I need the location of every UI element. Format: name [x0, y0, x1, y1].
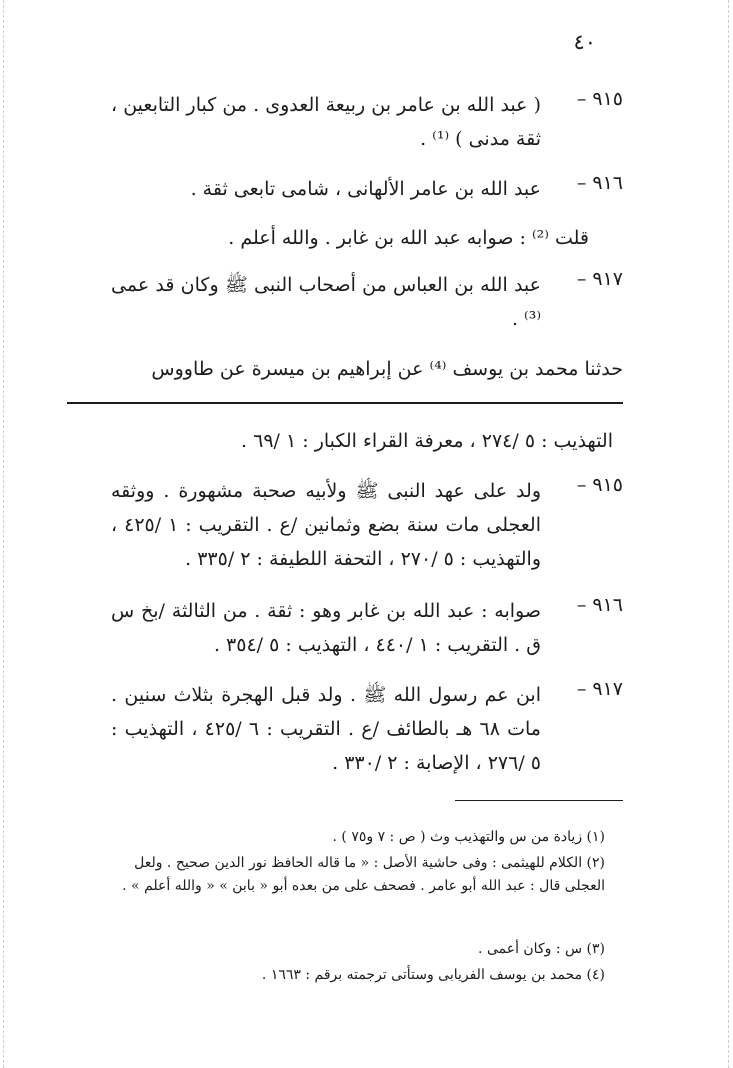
note-continuation: التهذيب : ٥ /٢٧٤ ، معرفة القراء الكبار : ١ /٦٩ .	[241, 430, 613, 452]
entry-916	[111, 172, 623, 206]
entry-number: ٩١٦ –	[576, 172, 623, 194]
entry-number: ٩١٥ –	[576, 88, 623, 110]
entry-915	[111, 88, 623, 156]
footnote-3: (٣) س : وكان أعمى .	[478, 941, 605, 957]
note-text: ابن عم رسول الله ﷺ . ولد قبل الهجرة بثلاث سنين . مات ٦٨ هـ بالطائف /ع . التقريب : ٦ /٤٢٥ ، التهذيب : ٥ /٢٧٦ ، الإصابة : ٢ /٣٣٠ .	[111, 684, 541, 774]
footnote-4: (٤) محمد بن يوسف الفريابى وستأتى ترجمته برقم : ١٦٦٣ .	[261, 967, 605, 983]
entry-917	[111, 268, 623, 336]
editor-remark: قلت ⁽²⁾ : صوابه عبد الله بن غابر . والله أعلم .	[228, 227, 589, 249]
note-number: ٩١٧ –	[576, 678, 623, 700]
note-917	[111, 678, 623, 780]
note-number: ٩١٥ –	[576, 474, 623, 496]
footnote-separator	[455, 800, 623, 801]
note-text: ولد على عهد النبى ﷺ ولأبيه صحبة مشهورة . ووثقه العجلى مات سنة بضع وثمانين /ع . التقريب : ١ /٤٢٥ ، والتهذيب : ٥ /٢٧٠ ، التحفة اللطيفة : ٢ /٣٣٥ .	[111, 480, 541, 570]
note-916	[111, 594, 623, 662]
entry-text: ( عبد الله بن عامر بن ربيعة العدوى . من كبار التابعين ، ثقة مدنى ) ⁽¹⁾ .	[111, 94, 541, 150]
page-number: ٤٠	[573, 30, 596, 54]
footnote-1: (١) زيادة من س والتهذيب وث ( ص : ٧ و٧٥ ) .	[332, 829, 605, 845]
note-number: ٩١٦ –	[576, 594, 623, 616]
footnote-2: (٢) الكلام للهيثمى : وفى حاشية الأصل : « ما قاله الحافظ نور الدين صحيح . ولعل العجلى قال : عبد الله أبو عامر . فصحف على من بعده أبو « بابن » « والله أعلم » .	[122, 855, 605, 894]
text-notes-separator	[67, 402, 623, 404]
entry-text: عبد الله بن عامر الألهانى ، شامى تابعى ثقة .	[190, 178, 541, 200]
note-text: صوابه : عبد الله بن غابر وهو : ثقة . من الثالثة /بخ س ق . التقريب : ١ /٤٤٠ ، التهذيب : ٥ /٣٥٤ .	[111, 600, 541, 656]
entry-number: ٩١٧ –	[576, 268, 623, 290]
note-915	[111, 474, 623, 576]
entry-text: عبد الله بن العباس من أصحاب النبى ﷺ وكان قد عمى ⁽³⁾ .	[111, 274, 541, 330]
narration-line: حدثنا محمد بن يوسف ⁽⁴⁾ عن إبراهيم بن ميسرة عن طاووس	[151, 358, 623, 380]
